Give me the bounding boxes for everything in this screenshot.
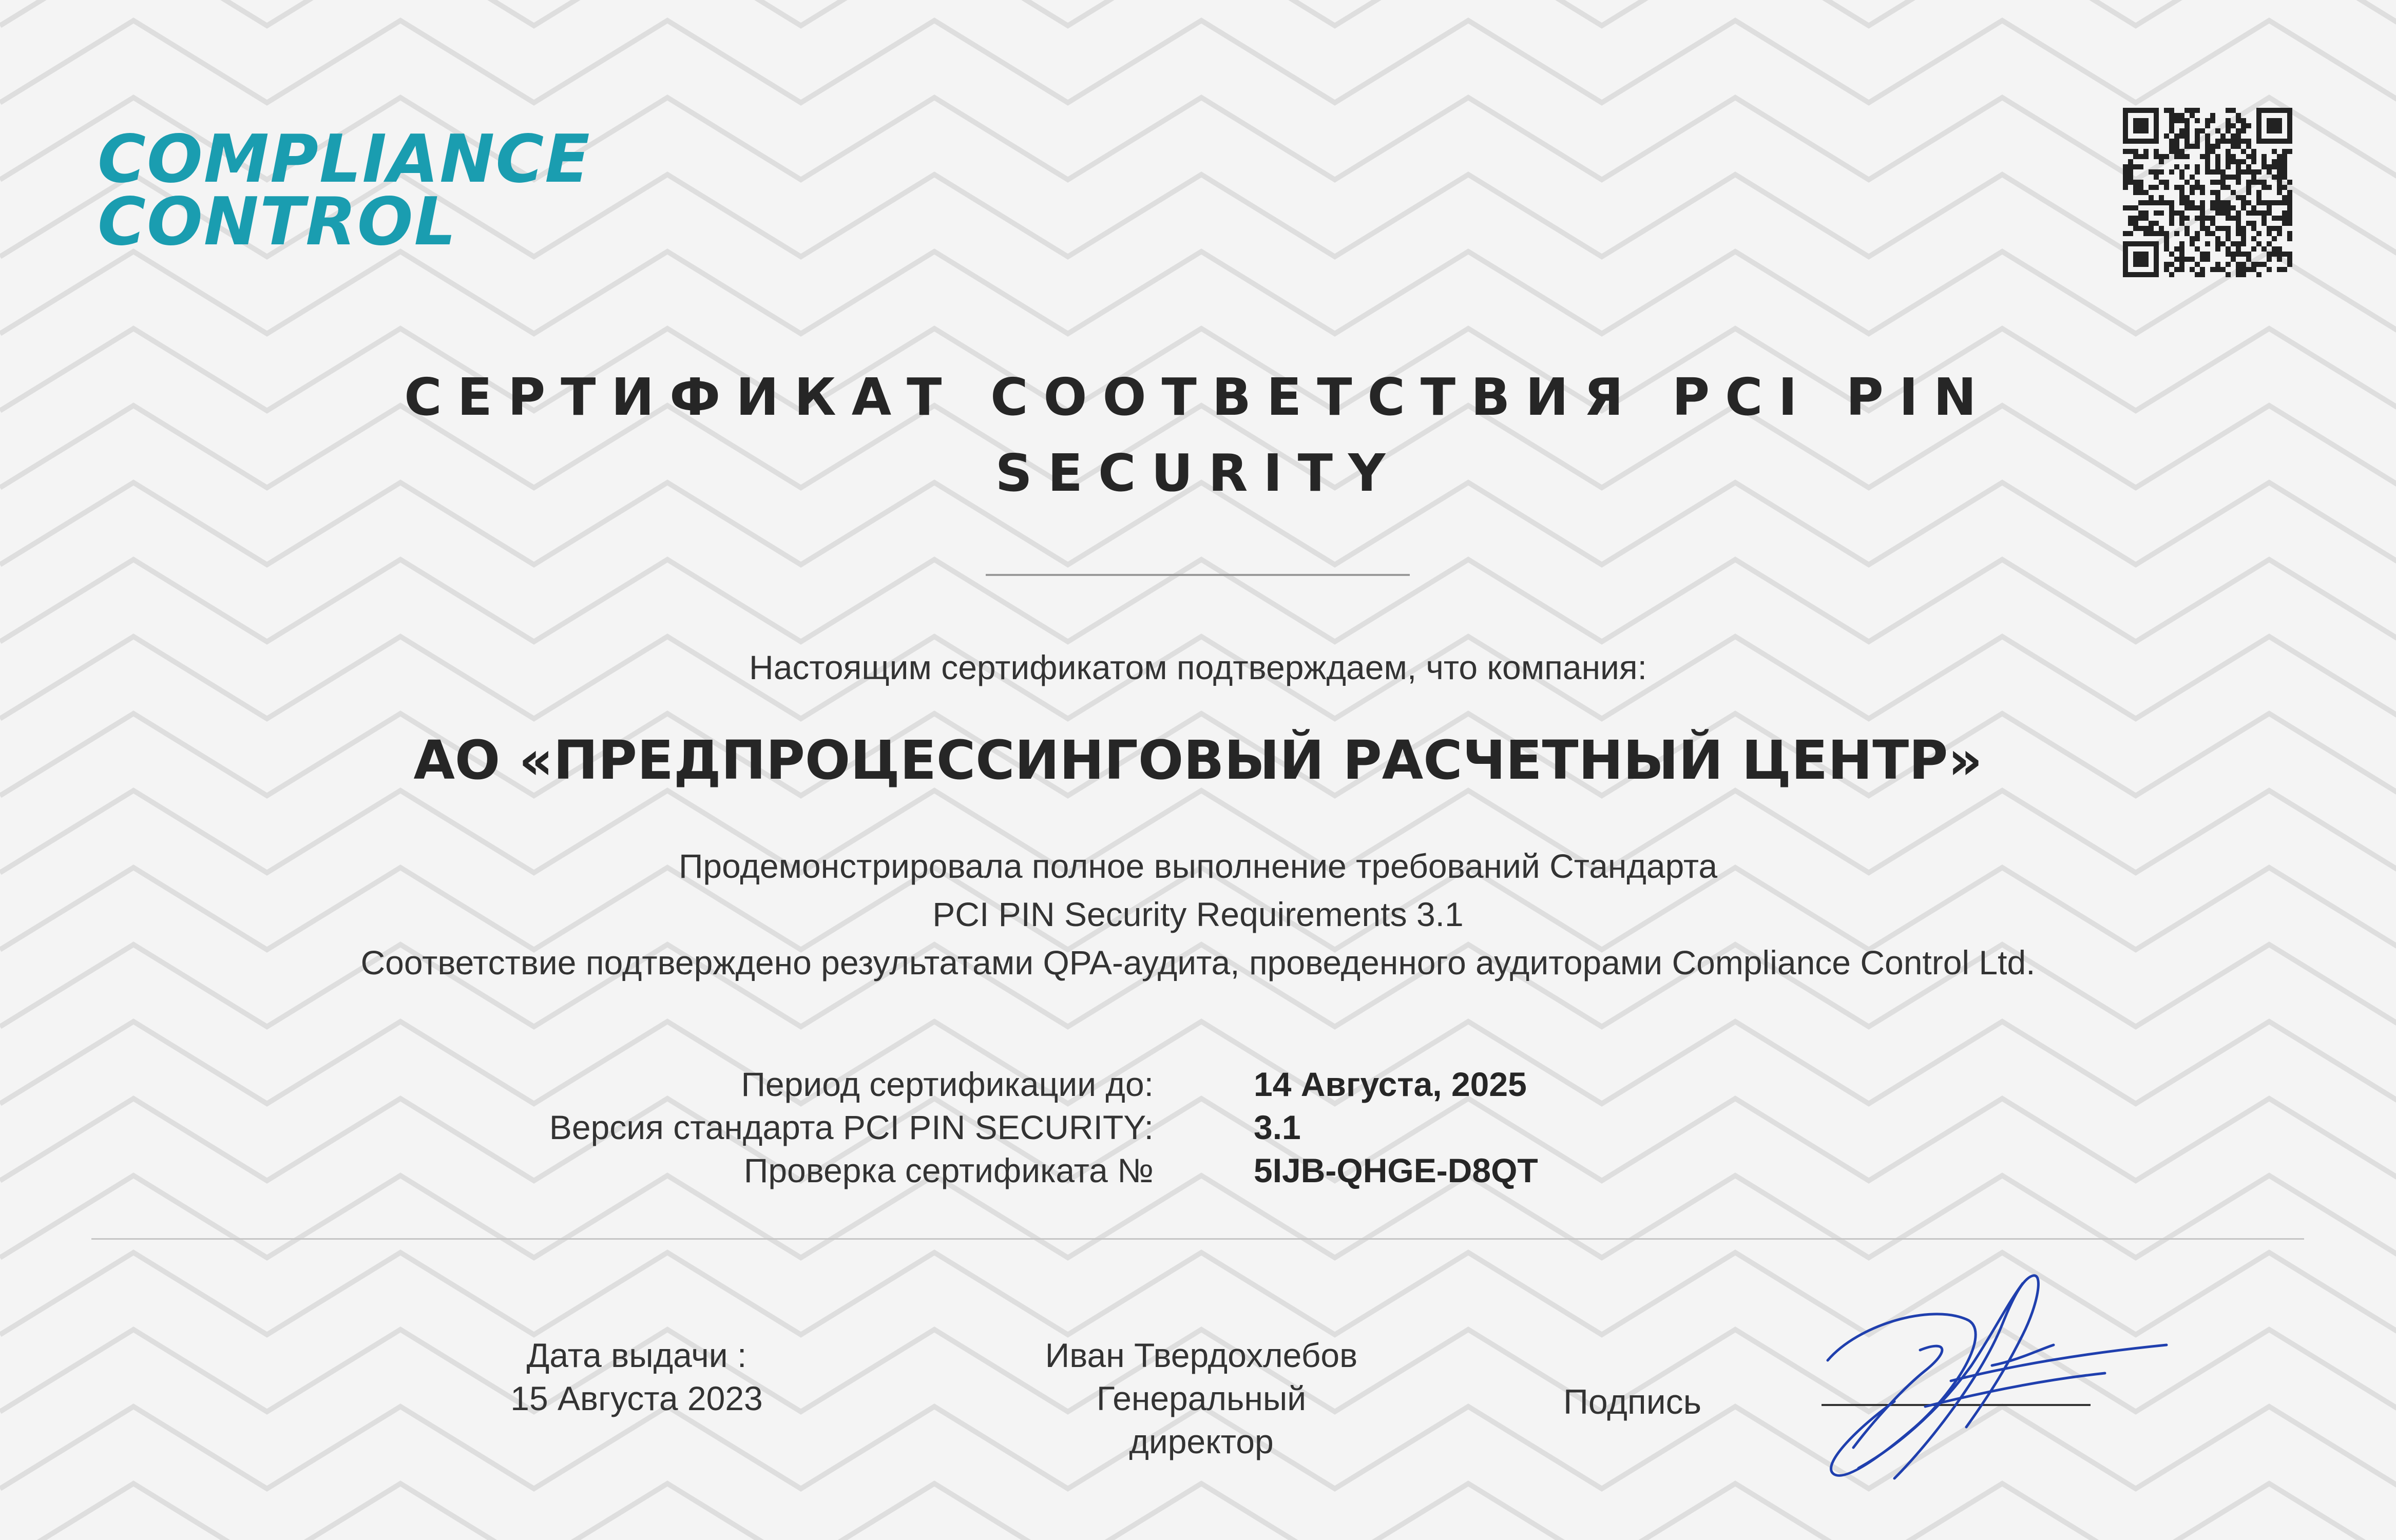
signature-label: Подпись [1563,1382,1702,1421]
company-logo [98,121,591,260]
logo-line-2: CONTROL [98,184,457,260]
detail-label: Версия стандарта PCI PIN SECURITY: [549,1108,1154,1146]
description-line-2: PCI PIN Security Requirements 3.1 [932,895,1464,933]
company-name: АО «ПРЕДПРОЦЕССИНГОВЫЙ РАСЧЕТНЫЙ ЦЕНТР» [413,729,1983,792]
description-line-1: Продемонстрировала полное выполнение требований Стандарта [678,847,1718,885]
pattern-line [0,560,2396,642]
director-name: Иван Твердохлебов [1045,1336,1358,1374]
detail-value: 3.1 [1254,1108,1301,1146]
director-role-line-2: директор [1129,1422,1274,1460]
issue-date-label: Дата выдачи : [526,1336,747,1374]
logo-line-1: COMPLIANCE [98,121,591,198]
issue-date-block [483,1334,791,1420]
title-divider [986,574,1410,576]
title-line-1: СЕРТИФИКАТ СООТВЕТСТВИЯ PCI PIN [404,367,1992,427]
description-line-3: Соответствие подтверждено результатами QPA-аудита, проведенного аудиторами Compliance Control Ltd. [360,944,2036,981]
qr-code-icon[interactable] [2123,108,2292,277]
issue-date-value: 15 Августа 2023 [510,1379,763,1417]
certificate-details [0,1063,2396,1192]
director-block [991,1334,1412,1463]
intro-text: Настоящим сертификатом подтверждаем, что компания: [749,648,1647,686]
detail-label: Период сертификации до: [741,1065,1154,1103]
handwritten-signature [1797,1273,2218,1509]
pattern-line [0,21,2396,103]
detail-value: 14 Августа, 2025 [1254,1065,1527,1103]
footer-divider [91,1238,2304,1240]
pattern-line [0,252,2396,334]
title-line-2: SECURITY [995,443,1401,503]
detail-label: Проверка сертификата № [743,1151,1154,1189]
detail-row-verification [0,1149,2396,1192]
director-role-line-1: Генеральный [1096,1379,1307,1417]
detail-value: 5IJB-QHGE-D8QT [1254,1151,1538,1189]
detail-row-period [0,1063,2396,1106]
detail-row-version [0,1106,2396,1149]
certificate-title [0,359,2396,511]
description [0,842,2396,987]
